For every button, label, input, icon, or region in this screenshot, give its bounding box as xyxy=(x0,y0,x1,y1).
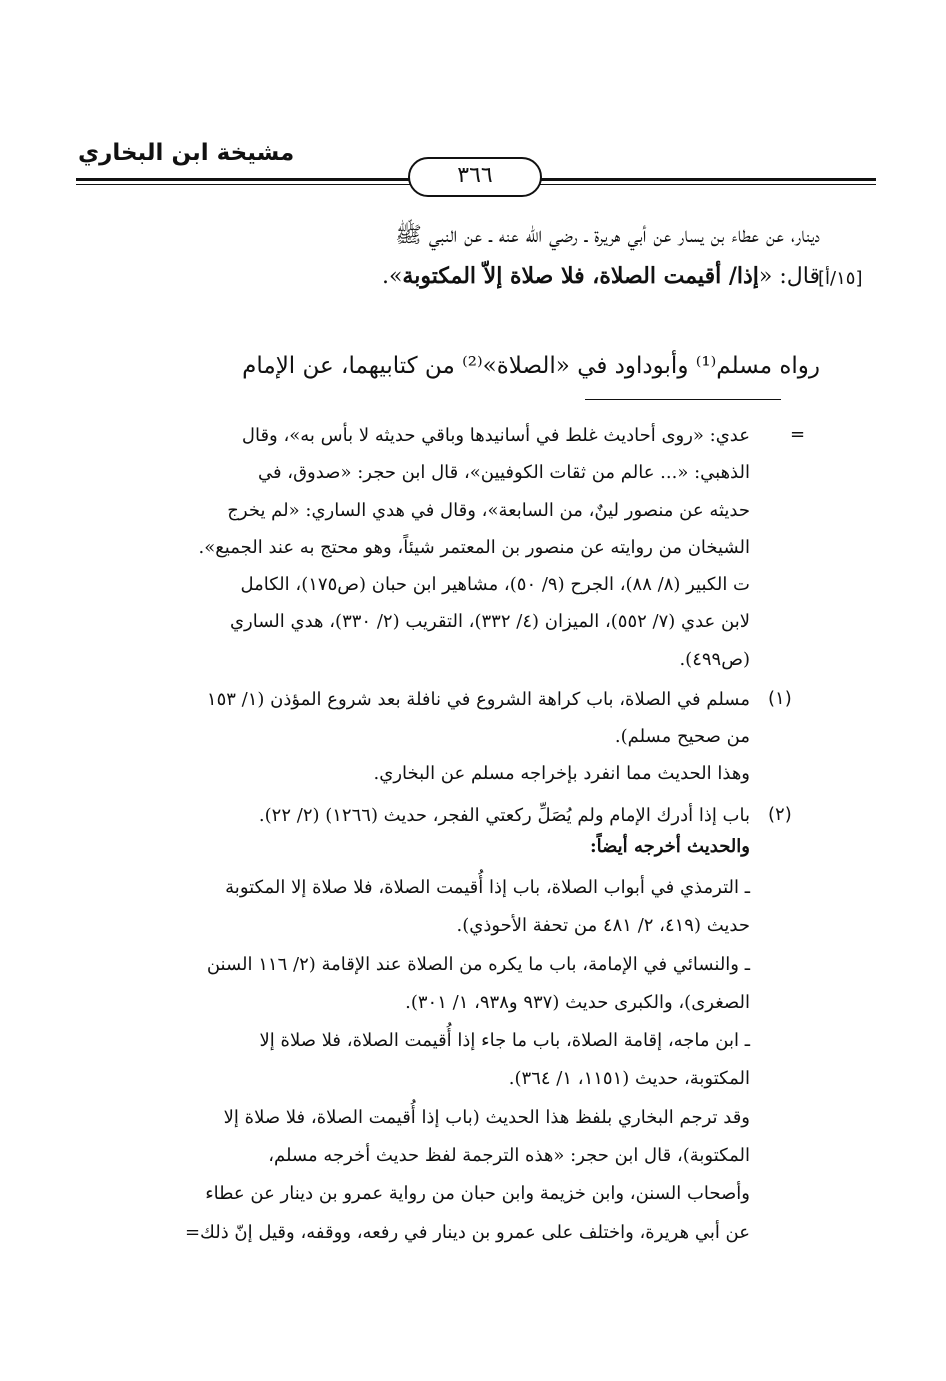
quote-close: ». xyxy=(381,264,403,289)
footnote-2-number: (٢) xyxy=(768,804,792,825)
quote-open: قال: « xyxy=(758,264,820,289)
footnote-line: وهذا الحديث مما انفرد بإخراجه مسلم عن البخاري. xyxy=(373,763,750,784)
footnote-line: عن أبي هريرة، واختلف على عمرو بن دينار في رفعه، ووقفه، وقيل إنّ ذلك= xyxy=(184,1221,750,1243)
footnote-line: عدي: «روى أحاديث غلط في أسانيدها وباقي حديثه لا بأس به»، وقال xyxy=(241,425,750,446)
page-number: ٣٦٦ xyxy=(408,157,542,197)
main-text-line-2 xyxy=(95,256,820,297)
footnote-line: المكتوبة، حديث (١١٥١، ١/ ٣٦٤). xyxy=(508,1068,750,1090)
footnote-line: ـ الترمذي في أبواب الصلاة، باب إذا أُقيمت الصلاة، فلا صلاة إلا المكتوبة xyxy=(225,877,750,898)
continuation-mark: = xyxy=(790,424,806,445)
footnote-line: وأصحاب السنن، وابن خزيمة وابن حبان من رواية عمرو بن دينار عن عطاء xyxy=(205,1183,750,1205)
manuscript-folio-ref: [١٥/أ] xyxy=(818,268,863,289)
main-text-continued xyxy=(95,346,820,386)
footnote-line: الشيخان من روايته عن منصور بن المعتمر شيئاً، وهو محتج به عند الجميع». xyxy=(198,536,750,558)
footnote-separator xyxy=(585,399,781,400)
main-text-line-3: رواه مسلم⁽¹⁾ وأبوداود في «الصلاة»⁽²⁾ من كتابيهما، عن الإمام xyxy=(242,353,820,379)
running-header-title: مشيخة ابن البخاري xyxy=(78,140,295,166)
footnote-line: المكتوبة)، قال ابن حجر: «هذه الترجمة لفظ حديث أخرجه مسلم، xyxy=(268,1145,750,1167)
hadith-text: إذا/ أقيمت الصلاة، فلا صلاة إلاّ المكتوبة xyxy=(402,263,759,289)
footnote-line: مسلم في الصلاة، باب كراهة الشروع في نافلة بعد شروع المؤذن (١/ ١٥٣ xyxy=(206,689,750,710)
footnote-line: وقد ترجم البخاري بلفظ هذا الحديث (باب إذا أُقيمت الصلاة، فلا صلاة إلا xyxy=(223,1106,750,1128)
footnote-line: (ص٤٩٩). xyxy=(679,648,750,670)
footnote-line: ـ ابن ماجه، إقامة الصلاة، باب ما جاء إذا أُقيمت الصلاة، فلا صلاة إلا xyxy=(259,1030,750,1052)
footnote-2-body xyxy=(75,872,750,1255)
main-text-line-1: دينار، عن عطاء بن يسار عن أبي هريرة ـ رضي الله عنه ـ عن النبي ﷺ xyxy=(395,223,820,248)
footnote-2 xyxy=(75,800,750,862)
footnote-line: حديثه عن منصور لينٌ، من السابعة»، وقال في هدي الساري: «لم يخرج xyxy=(227,499,750,521)
footnote-2-subheading: والحديث أخرجه أيضاً: xyxy=(589,836,750,858)
footnote-line: حديث (٤١٩، ٢/ ٤٨١ من تحفة الأحوذي). xyxy=(456,915,750,937)
main-text xyxy=(95,216,820,297)
footnote-line: من صحيح مسلم). xyxy=(614,726,750,747)
footnote-continuation xyxy=(75,420,750,681)
footnote-line: الذهبي: «... عالم من ثقات الكوفيين»، قال ابن حجر: «صدوق، في xyxy=(257,462,750,484)
footnote-2-line: باب إذا أدرك الإمام ولم يُصَلِّ ركعتي الفجر، حديث (١٢٦٦) (٢/ ٢٢). xyxy=(258,805,750,826)
footnote-1 xyxy=(75,684,750,795)
footnote-line: ـ والنسائي في الإمامة، باب ما يكره من الصلاة عند الإقامة (٢/ ١١٦ السنن xyxy=(206,953,750,975)
footnote-line: ت الكبير (٨/ ٨٨)، الجرح (٩/ ٥٠)، مشاهير ابن حبان (ص١٧٥)، الكامل xyxy=(240,574,750,596)
footnote-line: لابن عدي (٧/ ٥٥٢)، الميزان (٤/ ٣٣٢)، التقريب (٢/ ٣٣٠)، هدي الساري xyxy=(229,611,750,633)
footnote-1-number: (١) xyxy=(768,688,792,709)
footnote-line: الصغرى)، والكبرى حديث (٩٣٧ و٩٣٨، ١/ ٣٠١). xyxy=(405,991,750,1013)
